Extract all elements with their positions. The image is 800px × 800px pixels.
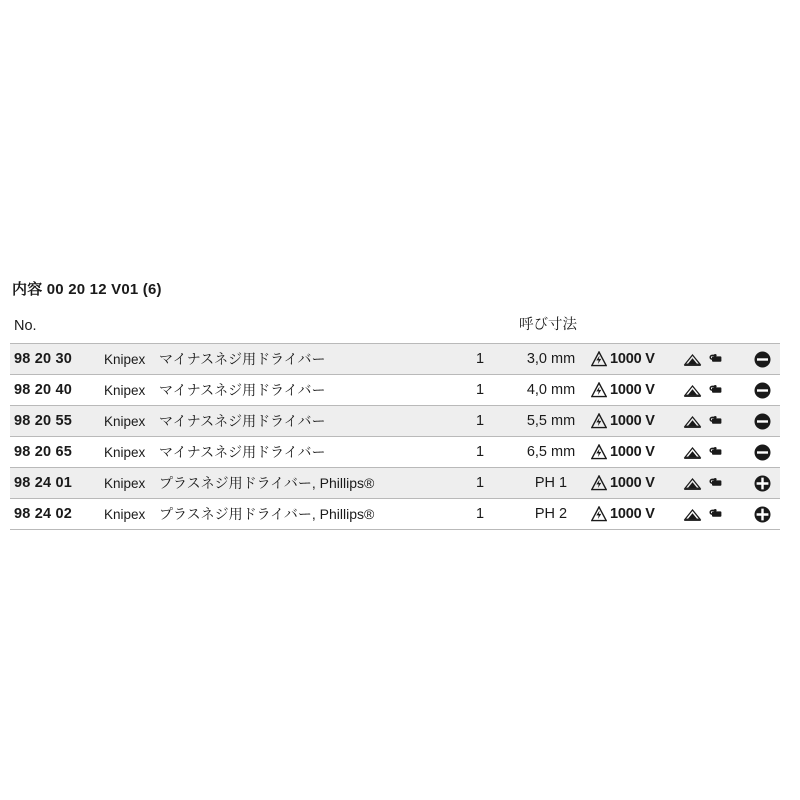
cell-quantity: 1 <box>445 344 515 375</box>
content-block <box>10 278 790 530</box>
phillips-tip-icon <box>748 505 776 524</box>
table-body <box>10 344 780 530</box>
insulated-hand-icon <box>683 413 702 429</box>
cell-article-number: 98 24 01 <box>10 468 100 499</box>
cable-icon <box>706 444 725 460</box>
cell-description: マイナスネジ用ドライバー <box>155 406 445 437</box>
voltage-label: 1000 V <box>610 444 655 460</box>
cell-quantity: 1 <box>445 499 515 530</box>
table-row <box>10 406 780 437</box>
insulated-hand-icon <box>683 506 702 522</box>
cell-tip <box>744 499 780 530</box>
voltage-label: 1000 V <box>610 413 655 429</box>
cell-voltage <box>587 344 679 375</box>
cable-icon <box>706 382 725 398</box>
slotted-tip-icon <box>748 412 776 431</box>
cell-quantity: 1 <box>445 437 515 468</box>
table-row <box>10 499 780 530</box>
cell-quantity: 1 <box>445 375 515 406</box>
cell-description: マイナスネジ用ドライバー <box>155 344 445 375</box>
cell-brand: Knipex <box>100 406 155 437</box>
cell-icons <box>679 375 744 406</box>
cable-icon <box>706 351 725 367</box>
cell-voltage <box>587 468 679 499</box>
cell-tip <box>744 375 780 406</box>
cell-size: 5,5 mm <box>515 406 587 437</box>
column-header-description <box>155 310 445 344</box>
contents-table <box>10 310 780 530</box>
cell-voltage <box>587 406 679 437</box>
slotted-tip-icon <box>748 443 776 462</box>
column-header-quantity <box>445 310 515 344</box>
cell-tip <box>744 406 780 437</box>
cable-icon <box>706 475 725 491</box>
cell-description: マイナスネジ用ドライバー <box>155 437 445 468</box>
slotted-tip-icon <box>748 350 776 369</box>
cell-tip <box>744 344 780 375</box>
cable-icon <box>706 413 725 429</box>
cell-voltage <box>587 375 679 406</box>
insulated-hand-icon <box>683 444 702 460</box>
table-header <box>10 310 780 344</box>
column-header-icons <box>679 310 744 344</box>
cell-size: 6,5 mm <box>515 437 587 468</box>
cell-icons <box>679 468 744 499</box>
cable-icon <box>706 506 725 522</box>
page-title: 内容 00 20 12 V01 (6) <box>12 281 162 298</box>
cell-tip <box>744 437 780 468</box>
cell-tip <box>744 468 780 499</box>
cell-icons <box>679 406 744 437</box>
table-header-row <box>10 310 780 344</box>
cell-icons <box>679 499 744 530</box>
voltage-label: 1000 V <box>610 351 655 367</box>
vde-triangle-icon <box>591 413 607 429</box>
column-header-voltage <box>587 310 679 344</box>
vde-triangle-icon <box>591 475 607 491</box>
cell-description: マイナスネジ用ドライバー <box>155 375 445 406</box>
table-row <box>10 344 780 375</box>
insulated-hand-icon <box>683 475 702 491</box>
cell-description: プラスネジ用ドライバー, Phillips® <box>155 468 445 499</box>
column-header-no: No. <box>14 318 37 334</box>
cell-brand: Knipex <box>100 468 155 499</box>
slotted-tip-icon <box>748 381 776 400</box>
cell-size: PH 2 <box>515 499 587 530</box>
column-header-size: 呼び寸法 <box>519 317 577 333</box>
cell-icons <box>679 344 744 375</box>
cell-article-number: 98 20 65 <box>10 437 100 468</box>
cell-brand: Knipex <box>100 344 155 375</box>
vde-triangle-icon <box>591 444 607 460</box>
cell-size: PH 1 <box>515 468 587 499</box>
cell-quantity: 1 <box>445 468 515 499</box>
cell-brand: Knipex <box>100 437 155 468</box>
column-header-tip <box>744 310 780 344</box>
cell-voltage <box>587 437 679 468</box>
voltage-label: 1000 V <box>610 506 655 522</box>
voltage-label: 1000 V <box>610 382 655 398</box>
cell-icons <box>679 437 744 468</box>
voltage-label: 1000 V <box>610 475 655 491</box>
cell-article-number: 98 20 30 <box>10 344 100 375</box>
cell-voltage <box>587 499 679 530</box>
cell-article-number: 98 20 55 <box>10 406 100 437</box>
cell-size: 3,0 mm <box>515 344 587 375</box>
cell-description: プラスネジ用ドライバー, Phillips® <box>155 499 445 530</box>
column-header-brand <box>100 310 155 344</box>
vde-triangle-icon <box>591 382 607 398</box>
table-row <box>10 468 780 499</box>
insulated-hand-icon <box>683 351 702 367</box>
cell-article-number: 98 20 40 <box>10 375 100 406</box>
table-row <box>10 437 780 468</box>
cell-brand: Knipex <box>100 499 155 530</box>
cell-quantity: 1 <box>445 406 515 437</box>
table-row <box>10 375 780 406</box>
insulated-hand-icon <box>683 382 702 398</box>
vde-triangle-icon <box>591 351 607 367</box>
cell-article-number: 98 24 02 <box>10 499 100 530</box>
phillips-tip-icon <box>748 474 776 493</box>
cell-brand: Knipex <box>100 375 155 406</box>
vde-triangle-icon <box>591 506 607 522</box>
cell-size: 4,0 mm <box>515 375 587 406</box>
